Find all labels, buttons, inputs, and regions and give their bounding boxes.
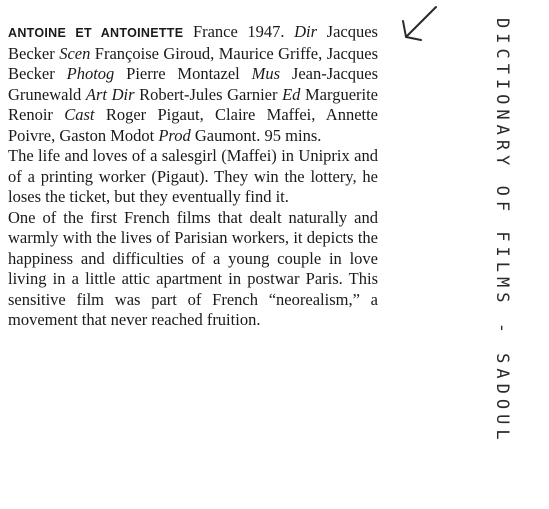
credit-label-prod: Prod <box>158 125 191 145</box>
handwritten-note <box>468 18 549 488</box>
entry-header <box>8 22 378 146</box>
runtime: 95 mins. <box>264 125 322 145</box>
handwritten-arrow-icon <box>398 4 442 44</box>
synopsis: The life and loves of a salesgirl (Maffei) in Uniprix and of a printing worker (Pigaut). They win the lottery, he loses the ticket, but they eventually find it. <box>8 146 378 206</box>
credit-value-ed: Marguerite Renoir <box>8 84 379 124</box>
credit-label-cast: Cast <box>64 105 95 124</box>
film-title: ANTOINE ET ANTOINETTE <box>8 26 184 40</box>
country-year: France 1947. <box>192 22 285 41</box>
credit-label-dir: Dir <box>294 22 318 41</box>
credit-value-prod: Gaumont. <box>194 125 261 145</box>
credit-value-mus: Jean-Jacques Grunewald <box>8 64 379 104</box>
credit-value-dir: Jacques Becker <box>8 22 378 63</box>
credit-label-mus: Mus <box>251 64 281 83</box>
credit-label-scen: Scen <box>59 43 91 63</box>
handwritten-note-text: DICTIONARY OF FILMS - SADOUL <box>492 18 512 445</box>
credit-label-ed: Ed <box>282 84 301 104</box>
credit-value-scen: Françoise Giroud, Maurice Griffe, Jacques Becker <box>8 43 379 83</box>
credit-value-cast: Roger Pigaut, Claire Maffei, Annette Poivre, Gaston Modot <box>8 105 379 145</box>
credit-value-art-dir: Robert-Jules Garnier <box>139 84 278 104</box>
credit-value-photog: Pierre Montazel <box>126 64 240 83</box>
credit-label-art-dir: Art Dir <box>85 84 135 104</box>
commentary: One of the first French films that dealt naturally and warmly with the lives of Parisian workers, it depicts the happiness and difficulties of a young couple in love living in a little attic apartment in postwar Paris. This sensitive film was part of French “neorealism,” a movement that never reached fruition. <box>8 207 378 329</box>
film-entry <box>8 22 378 331</box>
credit-label-photog: Photog <box>66 64 115 83</box>
